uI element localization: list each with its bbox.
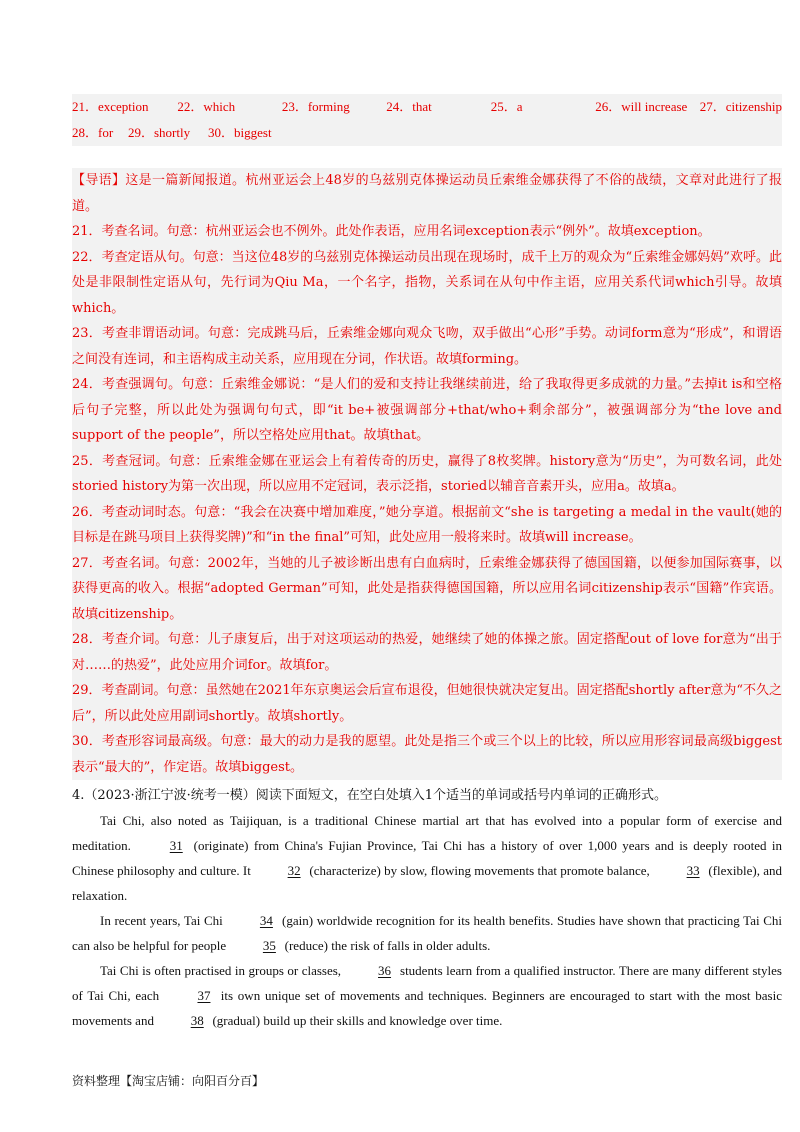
passage-text: (characterize) by slow, flowing movements that promote balance, [306, 863, 654, 878]
analysis-item: 30．考查形容词最高级。句意：最大的动力是我的愿望。此处是指三个或三个以上的比较，所以应用形容词最高级biggest表示“最大的”，作定语。故填biggest。 [72, 734, 782, 775]
answer-row [72, 120, 782, 146]
blank-34[interactable]: 34 [259, 913, 273, 928]
analysis-item: 25．考查冠词。句意：丘索维金娜在亚运会上有着传奇的历史，赢得了8枚奖牌。history意为“历史”，为可数名词，此处storied history为第一次出现，所以应用不定冠词，表示泛指，storied以辅音音素开头，应用a。故填a。 [72, 453, 782, 494]
passage-text: Tai Chi, also noted as Taijiquan, is a traditional Chinese martial art that has evolved into a popular form of exercise and meditation. [72, 813, 782, 853]
blank-37[interactable]: 37 [197, 988, 211, 1003]
passage-paragraph [72, 808, 782, 908]
answer-row [72, 94, 782, 120]
answer-item: 29．shortly [128, 125, 191, 140]
footer-note: 资料整理【淘宝店铺：向阳百分百】 [72, 1074, 265, 1088]
question-4 [72, 783, 782, 1033]
passage-text: Tai Chi is often practised in groups or classes, [100, 963, 345, 978]
answer-item: 25．a [490, 99, 523, 114]
analysis-item: 23．考查非谓语动词。句意：完成跳马后，丘索维金娜向观众飞吻，双手做出“心形”手势。动词form意为“形成”，和谓语之间没有连词，和主语构成主动关系，应用现在分词，作状语。故填forming。 [72, 326, 782, 367]
blank-38[interactable]: 38 [190, 1013, 204, 1028]
blank-35[interactable]: 35 [262, 938, 276, 953]
analysis-intro: 【导语】这是一篇新闻报道。杭州亚运会上48岁的乌兹别克体操运动员丘索维金娜获得了不俗的战绩，文章对此进行了报道。 [72, 173, 782, 214]
answer-item: 23．forming [281, 99, 350, 114]
blank-32[interactable]: 32 [287, 863, 301, 878]
analysis-item: 24．考查强调句。句意：丘索维金娜说：“是人们的爱和支持让我继续前进，给了我取得更多成就的力量。”去掉it is和空格后句子完整，所以此处为强调句句式，即“it be+被强调部分+that/who+剩余部分”，被强调部分为“the love and support of the people”，所以空格处应用that。故填that。 [72, 377, 782, 443]
analysis-item: 22．考查定语从句。句意：当这位48岁的乌兹别克体操运动员出现在现场时，成千上万的观众为“丘索维金娜妈妈”欢呼。此处是非限制性定语从句，先行词为Qiu Ma，一个名字，指物，关系词在从句中作主语，应用关系代词which引导。故填which。 [72, 249, 782, 316]
passage-text: (gradual) build up their skills and knowledge over time. [209, 1013, 503, 1028]
passage-text: (originate) from China's Fujian Province, Tai Chi has a history of over 1,000 years and is deeply rooted in Chinese philosophy and culture. It [72, 838, 782, 878]
analysis-section [72, 168, 782, 780]
analysis-item: 29．考查副词。句意：虽然她在2021年东京奥运会后宣布退役，但她很快就决定复出。固定搭配shortly after意为“不久之后”，所以此处应用副词shortly。故填shortly。 [72, 683, 782, 724]
passage-text: (flexible), and relaxation. [72, 863, 783, 903]
passage-text: its own unique set of movements and techniques. Beginners are encouraged to start with the most basic movements and [72, 988, 783, 1028]
analysis-item: 27．考查名词。句意：2002年，当她的儿子被诊断出患有白血病时，丘索维金娜获得了德国国籍，以便参加国际赛事，以获得更高的收入。根据“adopted German”可知，此处是指获得德国国籍，所以应用名词citizenship表示“国籍”作宾语。故填citizenship。 [72, 555, 782, 622]
analysis-item: 21．考查名词。句意：杭州亚运会也不例外。此处作表语，应用名词exception表示“例外”。故填exception。 [72, 224, 711, 239]
passage-text: In recent years, Tai Chi [100, 913, 227, 928]
blank-36[interactable]: 36 [378, 963, 392, 978]
passage-text: (reduce) the risk of falls in older adults. [281, 938, 491, 953]
answer-item: 28．for [72, 125, 114, 140]
answer-item: 22．which [177, 99, 236, 114]
answer-item: 24．that [386, 99, 432, 114]
analysis-item: 26．考查动词时态。句意：“我会在决赛中增加难度，”她分享道。根据前文“she is targeting a medal in the vault(她的目标是在跳马项目上获得奖牌)”和“in the final”可知，此处应用一般将来时。故填will increase。 [72, 504, 782, 545]
answer-key [72, 94, 782, 146]
passage-text: (gain) worldwide recognition for its health benefits. Studies have shown that practicing Tai Chi can also be helpful for people [72, 913, 782, 953]
answer-item: 30．biggest [208, 125, 272, 140]
blank-33[interactable]: 33 [686, 863, 700, 878]
analysis-item: 28．考查介词。句意：儿子康复后，出于对这项运动的热爱，她继续了她的体操之旅。固定搭配out of love for意为“出于对……的热爱”，此处应用介词for。故填for。 [72, 632, 782, 673]
question-header: 4.（2023·浙江宁波·统考一模）阅读下面短文，在空白处填入1个适当的单词或括号内单词的正确形式。 [72, 788, 668, 803]
answer-item: 26．will increase [595, 99, 688, 114]
passage-text: students learn from a qualified instructor. There are many different styles of Tai Chi, each [72, 963, 782, 1003]
blank-31[interactable]: 31 [169, 838, 183, 853]
passage-paragraph [72, 908, 782, 958]
passage-paragraph [72, 958, 782, 1033]
answer-item: 21．exception [72, 99, 149, 114]
answer-item: 27．citizenship [699, 99, 783, 114]
